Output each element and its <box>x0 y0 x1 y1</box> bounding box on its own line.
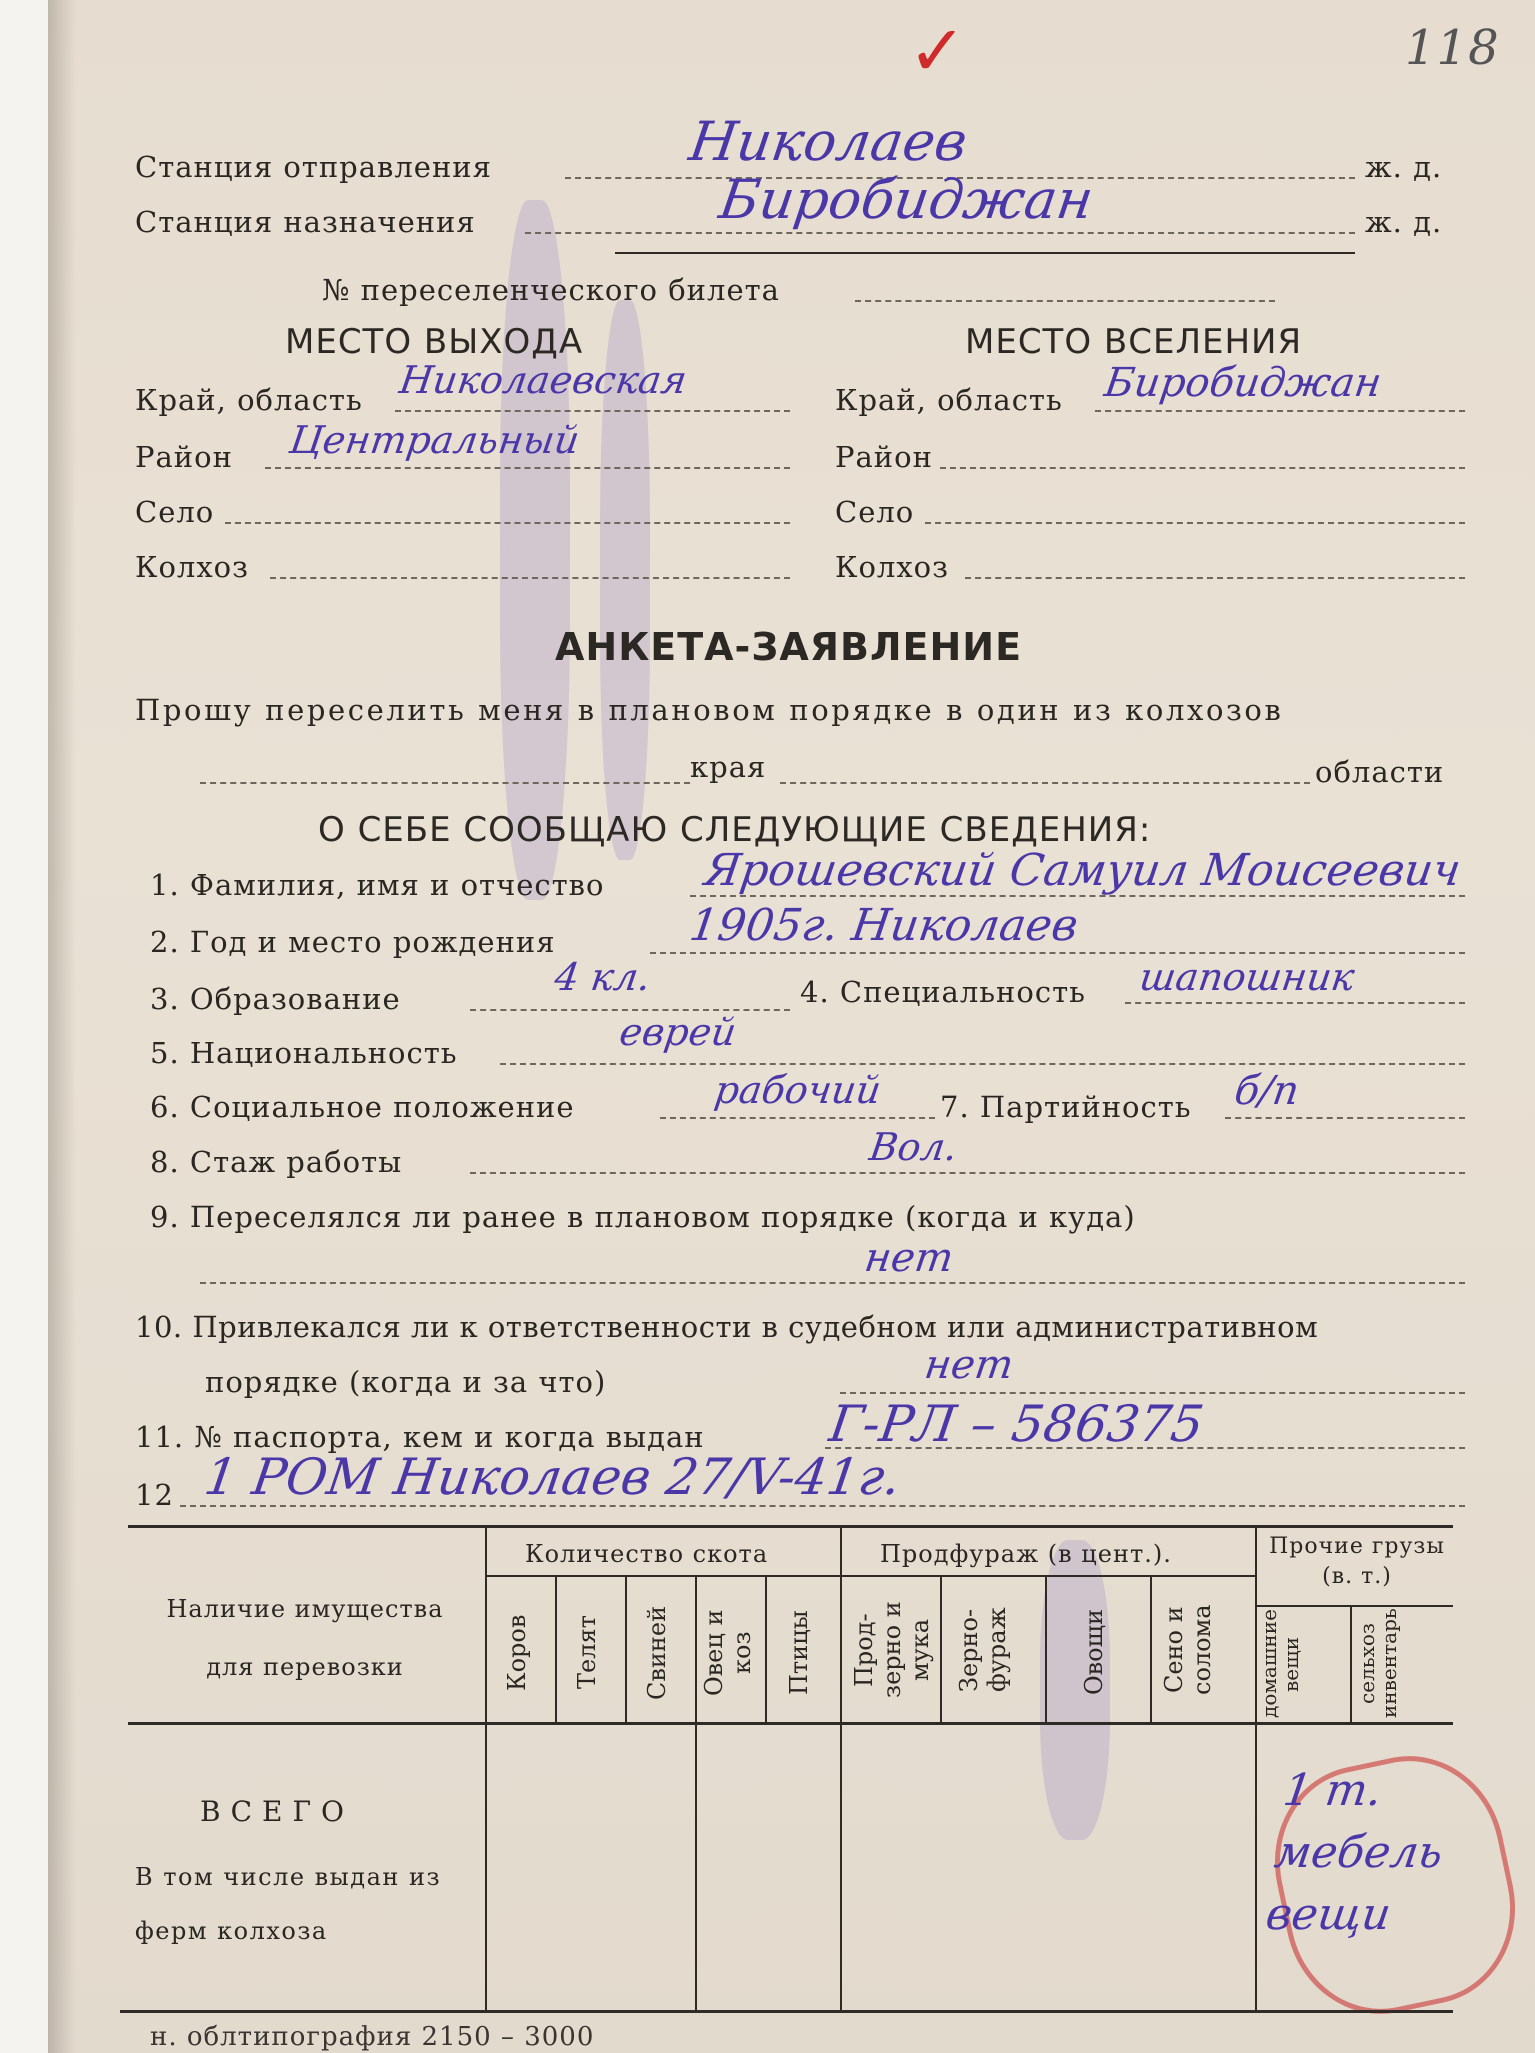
settle-village-label: Село <box>835 495 915 529</box>
field-10-value: нет <box>921 1342 1017 1388</box>
settle-district-label: Район <box>835 440 933 474</box>
destination-rail-suffix: ж. д. <box>1365 205 1443 239</box>
other-header: Прочие грузы (в. т.) <box>1269 1534 1445 1589</box>
ticket-number-line <box>855 300 1275 302</box>
col-cows: Коров <box>503 1614 531 1691</box>
field-10-label-line2: порядке (когда и за что) <box>205 1365 607 1399</box>
exit-village-label: Село <box>135 495 215 529</box>
fodder-header: Продфураж (в цент.). <box>880 1540 1172 1568</box>
other-subheader-border <box>1255 1605 1453 1607</box>
col-household: домашние вещи <box>1257 1609 1303 1718</box>
col-sheep-goats: Овец и коз <box>700 1609 756 1696</box>
field-12-label: 12 <box>135 1478 174 1512</box>
table-subcol-divider <box>625 1577 627 1722</box>
fodder-subheader-border <box>840 1575 1255 1577</box>
check-mark: ✓ <box>908 10 968 92</box>
exit-village-line <box>225 522 790 524</box>
exit-kolkhoz-line <box>270 577 790 579</box>
field-10-line <box>840 1392 1465 1394</box>
field-11-value: Г-РЛ – 586375 <box>825 1395 1208 1453</box>
exit-district-label: Район <box>135 440 233 474</box>
exit-region-value: Николаевская <box>396 358 690 402</box>
field-7-line <box>1225 1117 1465 1119</box>
field-2-value: 1905г. Николаев <box>686 900 1082 951</box>
field-10-label-line1: 10. Привлекался ли к ответственности в судебном или административном <box>135 1310 1319 1344</box>
field-9-label: 9. Переселялся ли ранее в плановом порядке (когда и куда) <box>150 1200 1136 1234</box>
field-8-value: Вол. <box>866 1125 961 1169</box>
info-heading: О СЕБЕ СООБЩАЮ СЛЕДУЮЩИЕ СВЕДЕНИЯ: <box>318 810 1152 850</box>
livestock-header: Количество скота <box>525 1540 769 1568</box>
field-9-line <box>200 1282 1465 1284</box>
print-footer: н. облтипография 2150 – 3000 <box>150 2022 595 2052</box>
field-8-label: 8. Стаж работы <box>150 1145 403 1179</box>
table-col-divider <box>1255 1525 1257 2012</box>
table-subcol-divider <box>1350 1607 1352 1722</box>
table-col-divider <box>485 1525 487 2012</box>
field-6-line <box>660 1117 935 1119</box>
col-food-grain: Прод-зерно и мука <box>850 1601 934 1699</box>
field-3-value: 4 кл. <box>551 955 654 999</box>
settle-district-line <box>940 467 1465 469</box>
settle-village-line <box>925 522 1465 524</box>
table-row-header: Наличие имущества для перевозки <box>166 1595 444 1681</box>
settle-kolkhoz-label: Колхоз <box>835 550 949 584</box>
sheet-edge-shadow <box>48 0 76 2053</box>
issued-label: В том числе выдан из ферм колхоза <box>135 1863 442 1945</box>
field-2-label: 2. Год и место рождения <box>150 925 556 959</box>
exit-district-value: Центральный <box>286 418 583 462</box>
field-5-line <box>500 1063 1465 1065</box>
request-oblast-line <box>780 782 1310 784</box>
exit-region-label: Край, область <box>135 383 363 417</box>
request-text: Прошу переселить меня в плановом порядке в один из колхозов <box>135 693 1284 727</box>
field-1-label: 1. Фамилия, имя и отчество <box>150 868 605 902</box>
col-farm-tools: сельхоз инвентарь <box>1355 1608 1401 1718</box>
field-6-value: рабочий <box>711 1068 884 1112</box>
departure-station-value: Николаев <box>685 110 972 173</box>
cargo-note: 1 т. мебель вещи <box>1262 1765 1447 1940</box>
field-4-label: 4. Специальность <box>800 975 1086 1009</box>
field-12-value: 1 РОМ Николаев 27/V-41г. <box>200 1448 905 1506</box>
col-calves: Телят <box>573 1615 601 1690</box>
settle-kolkhoz-line <box>965 577 1465 579</box>
field-7-label: 7. Партийность <box>940 1090 1192 1124</box>
destination-station-line <box>525 232 1355 234</box>
table-bottom-border <box>120 2010 1453 2013</box>
field-2-line <box>650 952 1465 954</box>
table-subcol-divider <box>1045 1577 1047 1722</box>
ticket-number-label: № переселенческого билета <box>322 273 780 307</box>
exit-kolkhoz-label: Колхоз <box>135 550 249 584</box>
field-4-line <box>1125 1002 1465 1004</box>
request-krai-line <box>200 782 690 784</box>
destination-station-value: Биробиджан <box>715 168 1098 231</box>
document-sheet <box>48 0 1535 2053</box>
exit-region-line <box>395 410 790 412</box>
settle-region-line <box>1095 410 1465 412</box>
request-oblast: области <box>1315 755 1445 789</box>
route-divider <box>615 252 1355 254</box>
exit-place-heading: МЕСТО ВЫХОДА <box>285 322 584 362</box>
settle-region-value: Биробиджан <box>1101 360 1385 406</box>
field-9-value: нет <box>861 1235 957 1281</box>
form-title: АНКЕТА-ЗАЯВЛЕНИЕ <box>555 625 1023 669</box>
departure-station-label: Станция отправления <box>135 150 492 184</box>
field-3-label: 3. Образование <box>150 982 401 1016</box>
table-subcol-divider <box>555 1577 557 1722</box>
total-label: ВСЕГО <box>200 1795 354 1828</box>
col-vegetables: Овощи <box>1080 1609 1108 1696</box>
destination-station-label: Станция назначения <box>135 205 476 239</box>
settle-region-label: Край, область <box>835 383 1063 417</box>
col-hay-straw: Сено и солома <box>1160 1604 1216 1696</box>
field-8-line <box>470 1172 1465 1174</box>
field-6-label: 6. Социальное положение <box>150 1090 575 1124</box>
col-poultry: Птицы <box>785 1610 813 1695</box>
table-subcol-divider <box>1150 1577 1152 1722</box>
livestock-subheader-border <box>485 1575 840 1577</box>
col-pigs: Свиней <box>643 1605 671 1700</box>
settle-place-heading: МЕСТО ВСЕЛЕНИЯ <box>965 322 1303 362</box>
departure-rail-suffix: ж. д. <box>1365 150 1443 184</box>
sheet-number: 118 <box>1405 20 1500 76</box>
field-5-label: 5. Национальность <box>150 1036 458 1070</box>
field-11-label: 11. № паспорта, кем и когда выдан <box>135 1420 705 1454</box>
field-4-value: шапошник <box>1136 955 1358 999</box>
table-subcol-divider <box>695 1577 697 2012</box>
field-7-value: б/п <box>1231 1068 1302 1114</box>
exit-district-line <box>265 467 790 469</box>
table-col-divider <box>840 1525 842 2012</box>
field-1-value: Ярошевский Самуил Моисеевич <box>701 845 1464 896</box>
field-5-value: еврей <box>616 1010 739 1054</box>
request-krai: края <box>690 750 767 784</box>
table-subcol-divider <box>765 1577 767 1722</box>
col-feed-grain: Зерно-фураж <box>955 1607 1011 1693</box>
table-subcol-divider <box>940 1577 942 1722</box>
